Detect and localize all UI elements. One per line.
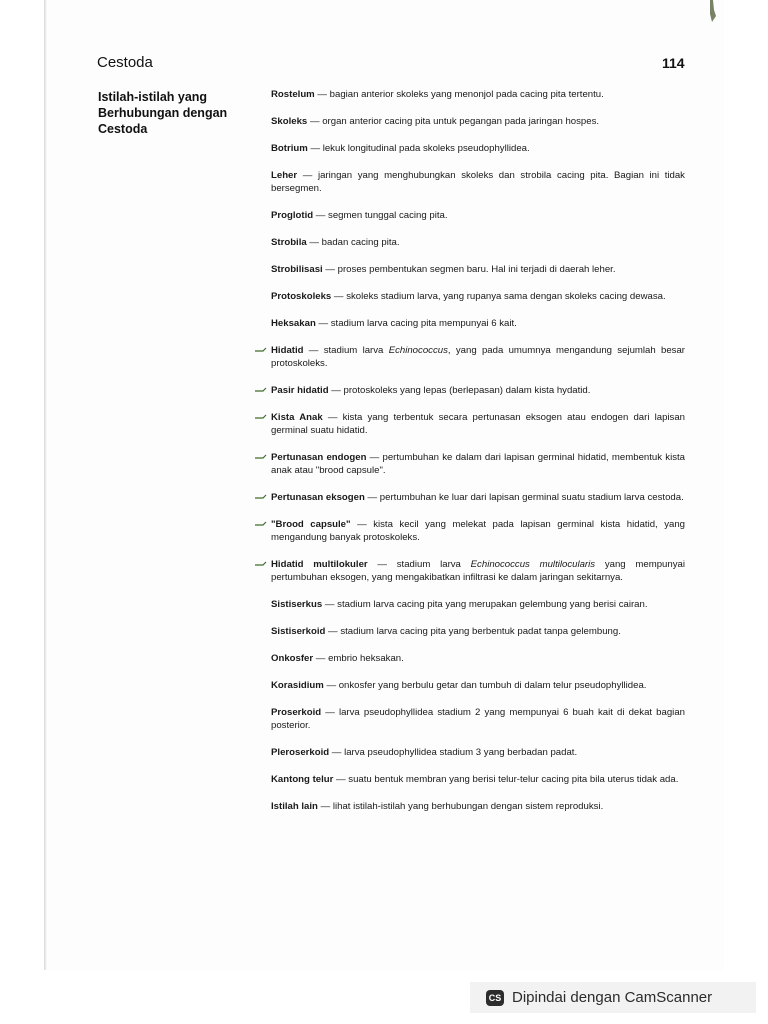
glossary-term: Sistiserkus: [271, 599, 323, 610]
glossary-entry: [271, 142, 685, 155]
glossary-entry: [271, 344, 685, 370]
glossary-definition: lihat istilah-istilah yang berhubungan dengan sistem reproduksi.: [332, 801, 604, 812]
term-separator: —: [315, 318, 331, 329]
glossary-definition: proses pembentukan segmen baru. Hal ini terjadi di daerah leher.: [337, 264, 616, 275]
glossary-term: Pertunasan eksogen: [271, 492, 365, 503]
term-separator: —: [325, 626, 341, 637]
glossary-definition: stadium larva cacing pita yang merupakan gelembung yang berisi cairan.: [337, 599, 648, 610]
glossary-term: Proserkoid: [271, 707, 322, 718]
term-separator: —: [364, 492, 380, 503]
term-separator: —: [350, 519, 374, 530]
glossary-term: Hidatid: [271, 345, 304, 356]
pen-tick-mark-icon: [254, 558, 270, 570]
pen-tick-mark-icon: [254, 451, 270, 463]
term-separator: —: [313, 210, 329, 221]
term-separator: —: [333, 774, 349, 785]
glossary-term: Strobilisasi: [271, 264, 323, 275]
glossary-definition: larva pseudophyllidea stadium 2 yang mempunyai 6 buah kait di dekat bagian posterior.: [271, 707, 685, 731]
glossary-definition: jaringan yang menghubungkan skoleks dan strobila cacing pita. Bagian ini tidak bersegmen.: [271, 170, 685, 194]
glossary-entry: [271, 115, 685, 128]
glossary-definition: protoskoleks yang lepas (berlepasan) dalam kista hydatid.: [343, 385, 591, 396]
term-separator: —: [307, 116, 323, 127]
glossary-term: Protoskoleks: [271, 291, 332, 302]
term-separator: —: [329, 747, 345, 758]
glossary-entry: [271, 317, 685, 330]
term-separator: —: [321, 707, 339, 718]
term-separator: —: [297, 170, 318, 181]
section-heading: Istilah-istilah yang Berhubungan dengan Cestoda: [98, 90, 228, 136]
pen-tick-mark-icon: [254, 518, 270, 530]
glossary-definition: larva pseudophyllidea stadium 3 yang berbadan padat.: [344, 747, 578, 758]
glossary-term: Pertunasan endogen: [271, 452, 367, 463]
glossary-entry: [271, 263, 685, 276]
glossary-entry: [271, 706, 685, 732]
camscanner-watermark: [470, 982, 756, 1013]
glossary-term: Sistiserkoid: [271, 626, 326, 637]
glossary-definition: segmen tunggal cacing pita.: [328, 210, 448, 221]
glossary-entry: [271, 384, 685, 397]
term-separator: —: [317, 801, 333, 812]
glossary-term: Rostelum: [271, 89, 315, 100]
glossary-definition: badan cacing pita.: [321, 237, 400, 248]
glossary-definition: kista kecil yang melekat pada lapisan germinal kista hidatid, yang mengandung banyak protoskoleks.: [271, 519, 686, 543]
glossary-term: Korasidium: [271, 680, 324, 691]
pen-tick-mark-icon: [254, 411, 270, 423]
pen-tick-mark-icon: [254, 491, 270, 503]
glossary-entry: [271, 652, 685, 665]
glossary-entry: [271, 800, 685, 813]
glossary-term: Proglotid: [271, 210, 314, 221]
glossary-entry: [271, 451, 685, 477]
glossary-definition: kista yang terbentuk secara pertunasan eksogen atau endogen dari lapisan germinal suatu hidatid.: [271, 412, 685, 436]
camscanner-watermark-text: Dipindai dengan CamScanner: [512, 989, 713, 1006]
glossary-definition: stadium larva cacing pita yang berbentuk padat tanpa gelembung.: [340, 626, 621, 637]
glossary-term: Heksakan: [271, 318, 316, 329]
glossary-entry: [271, 88, 685, 101]
glossary-term: Pasir hidatid: [271, 385, 329, 396]
glossary-term: Botrium: [271, 143, 308, 154]
running-header-title: Cestoda: [97, 54, 153, 71]
term-separator: —: [307, 143, 323, 154]
term-separator: —: [313, 653, 329, 664]
term-separator: —: [367, 559, 397, 570]
term-separator: —: [331, 291, 347, 302]
glossary-definition: stadium larva Echinococcus, yang pada umumnya mengandung sejumlah besar protoskoleks.: [271, 345, 685, 369]
glossary-term: Kista Anak: [271, 412, 323, 423]
glossary-term: Istilah lain: [271, 801, 318, 812]
glossary-definition: skoleks stadium larva, yang rupanya sama dengan skoleks cacing dewasa.: [346, 291, 666, 302]
term-separator: —: [322, 412, 343, 423]
glossary-entry: [271, 598, 685, 611]
glossary-definition: pertumbuhan ke luar dari lapisan germinal suatu stadium larva cestoda.: [379, 492, 684, 503]
glossary-entry: [271, 411, 685, 437]
glossary-term: Leher: [271, 170, 298, 181]
glossary-term: Skoleks: [271, 116, 308, 127]
glossary-entry: [271, 558, 685, 584]
glossary-entry: [271, 290, 685, 303]
glossary-term: Kantong telur: [271, 774, 334, 785]
glossary-definition: stadium larva cacing pita mempunyai 6 kait.: [330, 318, 517, 329]
glossary-list: [271, 88, 685, 813]
glossary-entry: [271, 236, 685, 249]
glossary-term: "Brood capsule": [271, 519, 351, 530]
glossary-definition: embrio heksakan.: [328, 653, 404, 664]
page-edge-shadow: [44, 0, 47, 970]
term-separator: —: [314, 89, 330, 100]
glossary-definition: onkosfer yang berbulu getar dan tumbuh di dalam telur pseudophyllidea.: [338, 680, 647, 691]
camscanner-logo-icon: CS: [486, 990, 504, 1006]
glossary-term: Hidatid multilokuler: [271, 559, 368, 570]
pen-tick-mark-icon: [254, 344, 270, 356]
glossary-entry: [271, 773, 685, 786]
pen-tick-mark-icon: [254, 384, 270, 396]
glossary-entry: [271, 625, 685, 638]
page-number: 114: [662, 55, 685, 71]
term-separator: —: [366, 452, 383, 463]
glossary-term: Strobila: [271, 237, 307, 248]
glossary-definition: stadium larva Echinococcus multilocularis yang mempunyai pertumbuhan eksogen, yang mengakibatkan infiltrasi ke dalam jaringan sekitarnya.: [271, 559, 685, 583]
glossary-definition: bagian anterior skoleks yang menonjol pada cacing pita tertentu.: [329, 89, 604, 100]
term-separator: —: [328, 385, 344, 396]
glossary-entry: [271, 169, 685, 195]
term-separator: —: [322, 264, 338, 275]
glossary-entry: [271, 209, 685, 222]
glossary-entry: [271, 679, 685, 692]
term-separator: —: [322, 599, 338, 610]
glossary-definition: suatu bentuk membran yang berisi telur-telur cacing pita bila uterus tidak ada.: [348, 774, 679, 785]
glossary-definition: organ anterior cacing pita untuk pegangan pada jaringan hospes.: [322, 116, 600, 127]
glossary-definition: lekuk longitudinal pada skoleks pseudophyllidea.: [322, 143, 530, 154]
term-separator: —: [303, 345, 324, 356]
glossary-definition: pertumbuhan ke dalam dari lapisan germinal hidatid, membentuk kista anak atau "brood capsule".: [271, 452, 685, 476]
glossary-entry: [271, 746, 685, 759]
glossary-entry: [271, 491, 685, 504]
glossary-entry: [271, 518, 685, 544]
glossary-term: Onkosfer: [271, 653, 314, 664]
term-separator: —: [306, 237, 322, 248]
glossary-term: Pleroserkoid: [271, 747, 330, 758]
term-separator: —: [323, 680, 339, 691]
corner-stain-mark: [704, 0, 718, 22]
